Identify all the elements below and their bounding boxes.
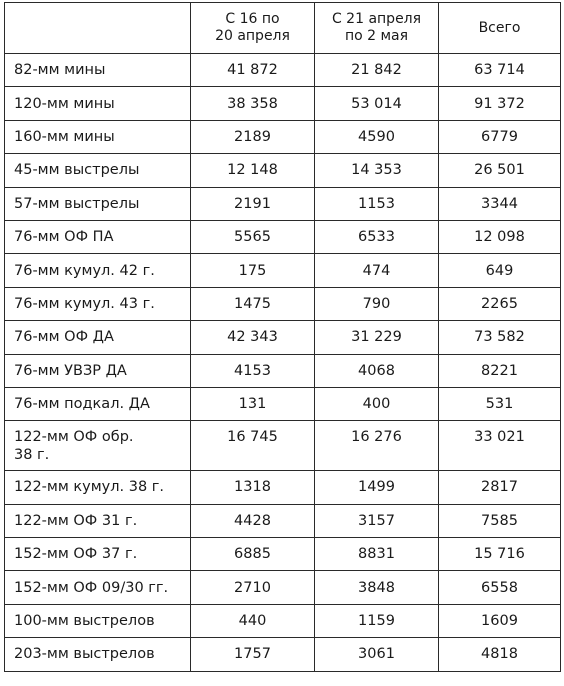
ammo-type-label: 76-мм кумул. 43 г. xyxy=(14,295,155,312)
total-value: 4818 xyxy=(439,638,561,671)
ammo-type-label: 82-мм мины xyxy=(14,62,106,79)
header-total: Всего xyxy=(439,3,561,54)
ammo-type-label: 122-мм ОФ 31 г. xyxy=(14,512,138,529)
period-2-value: 16 276 xyxy=(315,421,439,471)
total-value: 531 xyxy=(439,387,561,420)
period-1-value: 4153 xyxy=(191,354,315,387)
header-period-1-line2: 20 апреля xyxy=(215,28,290,44)
ammo-type-cell xyxy=(5,638,191,671)
ammo-type-label: 76-мм УВЗР ДА xyxy=(14,362,127,379)
ammo-type-cell xyxy=(5,354,191,387)
header-period-2 xyxy=(315,3,439,54)
table-row xyxy=(5,421,561,471)
period-2-value: 31 229 xyxy=(315,321,439,354)
ammo-type-label: 160-мм мины xyxy=(14,128,115,145)
ammo-type-label: 76-мм кумул. 42 г. xyxy=(14,262,155,279)
period-1-value: 5565 xyxy=(191,220,315,253)
table-row xyxy=(5,87,561,120)
period-2-value: 1159 xyxy=(315,604,439,637)
total-value: 91 372 xyxy=(439,87,561,120)
ammo-type-cell xyxy=(5,321,191,354)
period-1-value: 2189 xyxy=(191,120,315,153)
period-2-value: 1153 xyxy=(315,187,439,220)
period-2-value: 4068 xyxy=(315,354,439,387)
period-1-value: 1475 xyxy=(191,287,315,320)
table-row xyxy=(5,321,561,354)
total-value: 2817 xyxy=(439,471,561,504)
period-1-value: 38 358 xyxy=(191,87,315,120)
period-2-value: 474 xyxy=(315,254,439,287)
total-value: 8221 xyxy=(439,354,561,387)
period-2-value: 8831 xyxy=(315,538,439,571)
period-1-value: 41 872 xyxy=(191,54,315,87)
total-value: 63 714 xyxy=(439,54,561,87)
period-2-value: 14 353 xyxy=(315,154,439,187)
period-1-value: 4428 xyxy=(191,504,315,537)
table-row xyxy=(5,387,561,420)
table-row xyxy=(5,120,561,153)
period-1-value: 2710 xyxy=(191,571,315,604)
table-row xyxy=(5,220,561,253)
period-1-value: 440 xyxy=(191,604,315,637)
total-value: 3344 xyxy=(439,187,561,220)
header-period-2-line1: С 21 апреля xyxy=(331,11,422,27)
table-row xyxy=(5,538,561,571)
table-row xyxy=(5,638,561,671)
table-row xyxy=(5,504,561,537)
table-header xyxy=(5,3,561,54)
ammo-type-cell xyxy=(5,187,191,220)
ammo-type-label: 122-мм ОФ обр. xyxy=(14,429,134,446)
total-value: 7585 xyxy=(439,504,561,537)
ammo-type-cell xyxy=(5,538,191,571)
table-row xyxy=(5,254,561,287)
total-value: 33 021 xyxy=(439,421,561,471)
period-1-value: 1757 xyxy=(191,638,315,671)
period-2-value: 3157 xyxy=(315,504,439,537)
ammo-type-label-line2: 38 г. xyxy=(14,447,50,464)
total-value: 15 716 xyxy=(439,538,561,571)
total-value: 1609 xyxy=(439,604,561,637)
ammo-type-label: 76-мм ОФ ПА xyxy=(14,229,114,246)
ammo-type-cell xyxy=(5,387,191,420)
table-row xyxy=(5,287,561,320)
ammo-type-cell xyxy=(5,421,191,471)
period-1-value: 131 xyxy=(191,387,315,420)
total-value: 12 098 xyxy=(439,220,561,253)
total-value: 2265 xyxy=(439,287,561,320)
header-period-2-line2: по 2 мая xyxy=(344,28,409,44)
period-1-value: 2191 xyxy=(191,187,315,220)
header-period-1 xyxy=(191,3,315,54)
table-row xyxy=(5,604,561,637)
period-1-value: 42 343 xyxy=(191,321,315,354)
period-2-value: 1499 xyxy=(315,471,439,504)
ammo-type-label: 76-мм ОФ ДА xyxy=(14,329,114,346)
period-1-value: 175 xyxy=(191,254,315,287)
ammo-type-cell xyxy=(5,287,191,320)
ammo-type-cell xyxy=(5,604,191,637)
total-value: 6558 xyxy=(439,571,561,604)
ammo-type-cell xyxy=(5,154,191,187)
ammo-type-cell xyxy=(5,254,191,287)
total-value: 6779 xyxy=(439,120,561,153)
ammo-type-cell xyxy=(5,471,191,504)
table-row xyxy=(5,471,561,504)
ammo-type-label: 122-мм кумул. 38 г. xyxy=(14,479,165,496)
period-1-value: 6885 xyxy=(191,538,315,571)
ammo-type-cell xyxy=(5,220,191,253)
header-empty-cell xyxy=(5,3,191,54)
total-value: 649 xyxy=(439,254,561,287)
period-2-value: 3848 xyxy=(315,571,439,604)
period-1-value: 12 148 xyxy=(191,154,315,187)
ammo-type-label: 120-мм мины xyxy=(14,95,115,112)
ammo-type-cell xyxy=(5,504,191,537)
table-row xyxy=(5,571,561,604)
ammo-type-cell xyxy=(5,54,191,87)
period-1-value: 16 745 xyxy=(191,421,315,471)
ammo-type-label: 45-мм выстрелы xyxy=(14,162,140,179)
period-2-value: 790 xyxy=(315,287,439,320)
table-row xyxy=(5,54,561,87)
ammo-type-cell xyxy=(5,120,191,153)
ammo-type-label: 57-мм выстрелы xyxy=(14,195,140,212)
period-2-value: 53 014 xyxy=(315,87,439,120)
period-1-value: 1318 xyxy=(191,471,315,504)
ammunition-table xyxy=(4,2,561,672)
period-2-value: 400 xyxy=(315,387,439,420)
table-row xyxy=(5,154,561,187)
period-2-value: 4590 xyxy=(315,120,439,153)
ammo-type-label: 152-мм ОФ 09/30 гг. xyxy=(14,579,169,596)
period-2-value: 3061 xyxy=(315,638,439,671)
ammo-type-label: 152-мм ОФ 37 г. xyxy=(14,546,138,563)
ammo-type-label: 76-мм подкал. ДА xyxy=(14,396,150,413)
ammo-type-label: 203-мм выстрелов xyxy=(14,646,155,663)
ammo-type-label: 100-мм выстрелов xyxy=(14,613,155,630)
period-2-value: 6533 xyxy=(315,220,439,253)
header-period-1-line1: С 16 по xyxy=(225,11,280,27)
ammo-type-cell xyxy=(5,87,191,120)
total-value: 26 501 xyxy=(439,154,561,187)
table-body xyxy=(5,54,561,672)
ammo-type-cell xyxy=(5,571,191,604)
header-row xyxy=(5,3,561,54)
period-2-value: 21 842 xyxy=(315,54,439,87)
total-value: 73 582 xyxy=(439,321,561,354)
table-row xyxy=(5,187,561,220)
table-row xyxy=(5,354,561,387)
